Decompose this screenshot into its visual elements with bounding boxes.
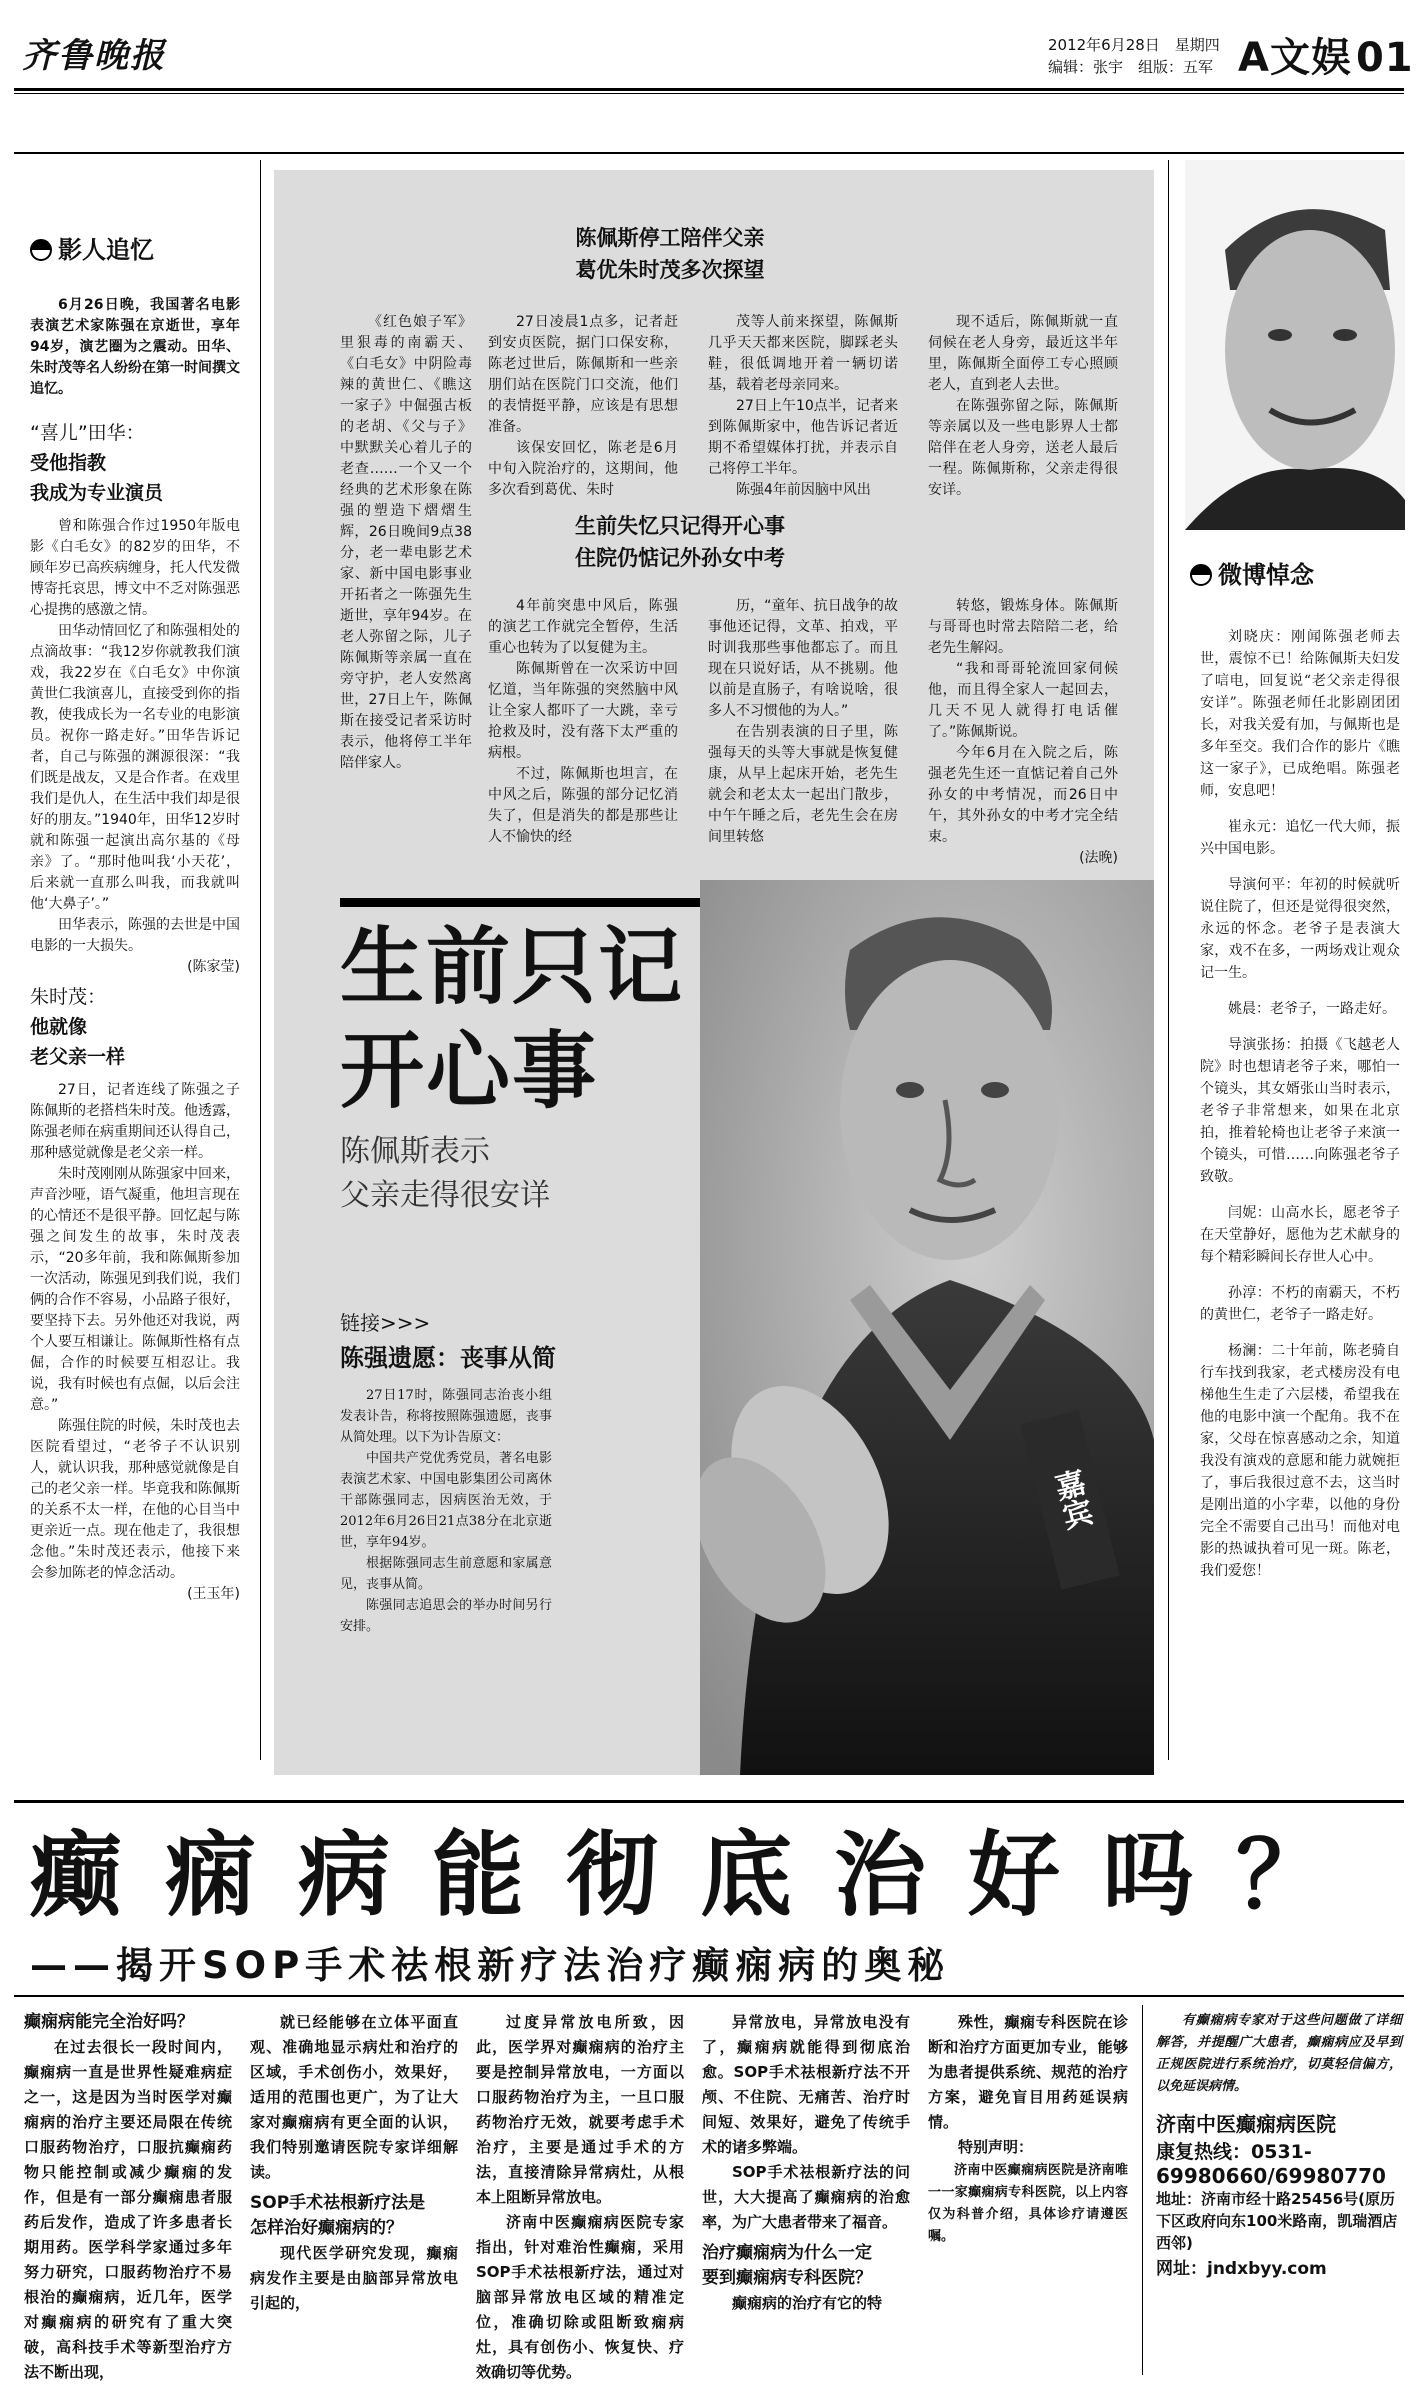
paragraph: 27日，记者连线了陈强之子陈佩斯的老搭档朱时茂。他透露，陈强老师在病重期间还认得自己，那种感觉就像是老父亲一样。 xyxy=(30,1082,240,1161)
big-subtitle: 陈佩斯表示 父亲走得很安详 xyxy=(340,1134,550,1213)
paragraph: 过度异常放电所致，因此，医学界对癫痫病的治疗主要是控制异常放电，一方面以口服药物治疗为主，一旦口服药物治疗无效，就要考虑手术治疗，主要是通过手术的方法，直接清除异常病灶，从根本上阻断异常放电。 xyxy=(476,2013,684,2206)
paragraph: 转悠，锻炼身体。陈佩斯与哥哥也时常去陪陪二老，给老先生解闷。 xyxy=(928,598,1118,656)
section-circle-icon xyxy=(1190,564,1212,586)
paragraph: 不过，陈佩斯也坦言，在中风之后，陈强的部分记忆消失了，但是消失的都是那些让人不愉快的经 xyxy=(488,766,678,845)
paragraph: 在告别表演的日子里，陈强每天的头等大事就是恢复健康，从早上起床开始，老先生就会和老太太一起出门散步，中午午睡之后，老先生会在房间里转悠 xyxy=(708,724,898,845)
ad-col-heading: 要到癫痫病专科医院？ xyxy=(702,2268,872,2288)
hotline-numbers: 69980660/69980770 xyxy=(1156,2164,1386,2188)
feature-col-c xyxy=(708,312,898,501)
byline: (陈家莹) xyxy=(187,959,240,975)
ad-col-heading: 癫痫病能完全治好吗？ xyxy=(24,2012,194,2032)
paragraph: 现代医学研究发现，癫痫病发作主要是由脑部异常放电引起的， xyxy=(250,2244,458,2312)
weibo-post: 导演张扬：拍摄《飞越老人院》时也想请老爷子来，哪怕一个镜头，其女婿张山当时表示，老爷子非常想来，如果在北京拍，推着轮椅也让老爷子来演一个镜头，可惜……向陈强老爷子致敬。 xyxy=(1200,1037,1400,1185)
paragraph: 就已经能够在立体平面直观、准确地显示病灶和治疗的区域，手术创伤小，效果好，适用的范围也更广，为了让大家对癫痫病有更全面的认识，我们特别邀请医院专家详细解读。 xyxy=(250,2013,458,2181)
masthead-editor: 编辑：张宇 组版：五军 xyxy=(1048,58,1214,76)
section-label xyxy=(1238,26,1414,83)
right-column xyxy=(1200,555,1400,1596)
tianhua-headline-2: 我成为专业演员 xyxy=(30,482,164,504)
feature-col-g xyxy=(928,596,1118,869)
weibo-post: 孙淳：不朽的南霸天，不朽的黄世仁，老爷子一路走好。 xyxy=(1200,1285,1400,1323)
paragraph: 田华动情回忆了和陈强相处的点滴故事：“我12岁你就教我们演戏，我22岁在《白毛女》中你演黄世仁我演喜儿，直接受到你的指教，使我成长为一名专业的电影演员。祝你一路走好。”田华告诉记者，自己与陈强的渊源很深：“我们既是战友，又是合作者。在戏里我们是仇人，在生活中我们却是很好的朋友。”1940年，田华12岁时就和陈强一起演出高尔基的《母亲》了。“那时他叫我‘小天花’，后来就一直那么叫我，而我就叫他‘大鼻子’。” xyxy=(30,623,240,912)
ad-col-heading: 治疗癫痫病为什么一定 xyxy=(702,2243,872,2263)
tianhua-body xyxy=(30,516,240,978)
hospital-address: 地址：济南市经十路25456号(原历下区政府向东100米路南，凯瑞酒店西邻) xyxy=(1156,2190,1398,2252)
top-frame-rule xyxy=(14,152,1404,154)
paragraph: 现不适后，陈佩斯就一直伺候在老人身旁，最近这半年里，陈佩斯全面停工专心照顾老人，直到老人去世。 xyxy=(928,314,1118,393)
paragraph: 田华表示，陈强的去世是中国电影的一大损失。 xyxy=(30,917,240,954)
paragraph: 茂等人前来探望，陈佩斯几乎天天都来医院，脚踩老头鞋，很低调地开着一辆切诺基，载着老母亲同来。 xyxy=(708,314,898,393)
tianhua-headline-1: 受他指教 xyxy=(30,452,107,474)
ad-top-rule xyxy=(14,1800,1404,1803)
paragraph: 癫痫病的治疗有它的特 xyxy=(732,2294,883,2312)
zhu-headline-1: 他就像 xyxy=(30,1016,88,1038)
section-circle-icon xyxy=(30,239,52,261)
weibo-post: 闫妮：山高水长，愿老爷子在天堂静好，愿他为艺术献身的每个精彩瞬间长存世人心中。 xyxy=(1200,1205,1400,1265)
masthead xyxy=(0,0,1417,85)
paragraph: 根据陈强同志生前意愿和家属意见，丧事从简。 xyxy=(340,1556,552,1592)
tianhua-kicker: “喜儿”田华： xyxy=(30,422,145,444)
hospital-name: 济南中医癫痫病医院 xyxy=(1156,2112,1336,2136)
left-divider xyxy=(260,160,261,1760)
zhu-body xyxy=(30,1080,240,1605)
ad-col-heading: 怎样治好癫痫病的？ xyxy=(250,2218,403,2238)
paragraph: 陈强同志追思会的举办时间另行安排。 xyxy=(340,1598,552,1634)
paragraph: 4年前突患中风后，陈强的演艺工作就完全暂停，生活重心也转为了以复健为主。 xyxy=(488,598,678,656)
chen-qiang-photo xyxy=(700,880,1154,1775)
paragraph: 朱时茂刚刚从陈强家中回来，声音沙哑，语气凝重，他坦言现在的心情还不是很平静。回忆起与陈强之间发生的故事，朱时茂表示，“20多年前，我和陈佩斯参加一次活动，陈强见到我们说，我们俩的合作不容易，小品路子很好，要坚持下去。另外他还对我说，两个人要互相谦让。陈佩斯性格有点倔，合作的时候要互相忍让。我说，我有时候也有点倔，以后会注意。” xyxy=(30,1166,240,1413)
masthead-rule-thin xyxy=(14,93,1404,94)
title-rule xyxy=(340,898,700,907)
portrait-illustration xyxy=(1185,160,1405,530)
left-section-title: 影人追忆 xyxy=(30,230,240,265)
feature-col-f xyxy=(708,596,898,848)
zhu-kicker: 朱时茂： xyxy=(30,986,107,1008)
masthead-rule xyxy=(14,88,1404,91)
paragraph: 陈强4年前因脑中风出 xyxy=(736,482,871,498)
feature-col-e xyxy=(488,596,678,848)
zhu-headline-2: 老父亲一样 xyxy=(30,1046,126,1068)
hotline-label: 康复热线：0531- xyxy=(1156,2141,1312,2163)
paragraph: 27日上午10点半，记者来到陈佩斯家中，他告诉记者近期不希望媒体打扰，并表示自己将停工半年。 xyxy=(708,398,898,477)
paragraph: 在陈强弥留之际，陈佩斯等亲属以及一些电影界人士都陪伴在老人身旁，送老人最后一程。陈佩斯称，父亲走得很安详。 xyxy=(928,398,1118,498)
ad-headline: 癫痫病能彻底治好吗？ xyxy=(30,1821,1371,1929)
right-section-title: 微博悼念 xyxy=(1190,555,1400,590)
ad-col-heading: SOP手术祛根新疗法是 xyxy=(250,2193,426,2213)
weibo-post: 导演何平：年初的时候就听说住院了，但还是觉得很突然，永远的怀念。老爷子是表演大家，戏不在多，一两场戏让观众记一生。 xyxy=(1200,877,1400,981)
paragraph: 异常放电，异常放电没有了，癫痫病就能得到彻底治愈。SOP手术祛根新疗法不开颅、不住院、无痛苦、治疗时间短、效果好，避免了传统手术的诸多弊端。 xyxy=(702,2013,910,2156)
ad-notice: 济南中医癫痫病医院是济南唯一一家癫痫病专科医院，以上内容仅为科普介绍，具体诊疗请遵医嘱。 xyxy=(928,2163,1128,2244)
feature-col-d xyxy=(928,312,1118,501)
paragraph: 在过去很长一段时间内，癫痫病一直是世界性疑难病症之一，这是因为当时医学对癫痫病的治疗主要还局限在传统口服药物治疗，口服抗癫痫药物只能控制或减少癫痫的发作，但是有一部分癫痫患者服药后发作，造成了许多患者长期用药。医学科学家通过多年努力研究，口服药物治疗不易根治的癫痫病，近几年，医学对癫痫病的研究有了重大突破，高科技手术等新型治疗方法不断出现， xyxy=(24,2038,232,2381)
ad-col-4 xyxy=(702,2010,910,2316)
paragraph: 中国共产党优秀党员，著名电影表演艺术家、中国电影集团公司离休干部陈强同志，因病医治无效，于2012年6月26日21点38分在北京逝世，享年94岁。 xyxy=(340,1451,552,1550)
feature-headline-2: 生前失忆只记得开心事 住院仍惦记外孙女中考 xyxy=(575,514,785,570)
paragraph: 殊性，癫痫专科医院在诊断和治疗方面更加专业，能够为患者提供系统、规范的治疗方案，避免盲目用药延误病情。 xyxy=(928,2013,1128,2131)
ad-subheadline: ——揭开SOP手术祛根新疗法治疗癫痫病的奥秘 xyxy=(30,1944,951,1987)
paragraph: 27日17时，陈强同志治丧小组发表讣告，称将按照陈强遗愿，丧事从简处理。以下为讣告原文： xyxy=(340,1388,552,1445)
ad-col-5 xyxy=(928,2010,1128,2248)
weibo-posts xyxy=(1200,626,1400,1582)
paragraph: SOP手术祛根新疗法的问世，大大提高了癫痫病的治愈率，为广大患者带来了福音。 xyxy=(702,2163,910,2231)
portrait-illustration xyxy=(700,880,1154,1775)
left-intro: 6月26日晚，我国著名电影表演艺术家陈强在京逝世，享年94岁，演艺圈为之震动。田华、朱时茂等名人纷纷在第一时间撰文追忆。 xyxy=(30,297,240,397)
ad-col-1 xyxy=(24,2010,232,2385)
link-body xyxy=(340,1385,552,1637)
paragraph: 历，“童年、抗日战争的故事他还记得，文革、拍戏，平时训我那些事他都忘了。而且现在只说好话，从不挑剔。他以前是直肠子，有啥说啥，很多人不习惯他的为人。” xyxy=(708,598,898,719)
link-label: 链接>>> xyxy=(340,1311,431,1335)
big-title: 生前只记 开心事 xyxy=(340,918,685,1120)
ad-col6-text: 有癫痫病专家对于这些问题做了详细解答，并提醒广大患者，癫痫病应及早到正规医院进行系统治疗，切莫轻信偏方，以免延误病情。 xyxy=(1156,2013,1402,2094)
masthead-date: 2012年6月28日 星期四 xyxy=(1048,36,1220,54)
right-divider xyxy=(1168,160,1169,1760)
paragraph: 陈佩斯曾在一次采访中回忆道，当年陈强的突然脑中风让全家人都吓了一大跳，幸亏抢救及时，没有落下太严重的病根。 xyxy=(488,661,678,761)
weibo-post: 刘晓庆：刚闻陈强老师去世，震惊不已！给陈佩斯夫妇发了唁电，回复说“老父亲走得很安详”。陈强老师任北影剧团团长，对我关爱有加，与佩斯也是多年至交。我们合作的影片《瞧这一家子》，已成绝唱。陈强老师，安息吧！ xyxy=(1200,629,1400,799)
paragraph: 今年6月在入院之后，陈强老先生还一直惦记着自己外孙女的中考情况，而26日中午，其外孙女的中考才完全结束。 xyxy=(928,745,1118,845)
paragraph: 特别声明： xyxy=(958,2138,1034,2156)
paragraph: 《红色娘子军》里狠毒的南霸天、《白毛女》中阴险毒辣的黄世仁、《瞧这一家子》中倔强古板的老胡、《父与子》中默默关心着儿子的老查……一个又一个经典的艺术形象在陈强的塑造下熠熠生辉，26日晚间9点38分，老一辈电影艺术家、新中国电影事业开拓者之一陈强先生逝世，享年94岁。在老人弥留之际，儿子陈佩斯等亲属一直在旁守护，老人安然离世，27日上午，陈佩斯在接受记者采访时表示，他将停工半年陪伴家人。 xyxy=(340,314,472,771)
badge-ribbon: 嘉宾 xyxy=(1020,1410,1119,1589)
section-name: A文娱 xyxy=(1238,35,1352,81)
hospital-website[interactable]: 网址：jndxbyy.com xyxy=(1156,2259,1327,2279)
ad-sub-rule xyxy=(14,1995,1404,1997)
ad-col-6 xyxy=(1156,2010,1402,2279)
paper-logo: 齐鲁晚报 xyxy=(22,36,166,76)
paragraph: 济南中医癫痫病医院专家指出，针对难治性癫痫，采用SOP手术祛根新疗法，通过对脑部异常放电区域的精准定位，准确切除或阻断致痫病灶，具有创伤小、恢复快、疗效确切等优势。 xyxy=(476,2213,684,2381)
paragraph: 陈强住院的时候，朱时茂也去医院看望过，“老爷子不认识别人，就认识我，那种感觉就像是自己的老父亲一样。毕竟我和陈佩斯的关系不太一样，在他的心目当中更亲近一点。现在他走了，我很想念他。”朱时茂还表示，他接下来会参加陈老的悼念活动。 xyxy=(30,1418,240,1581)
ad-divider xyxy=(1142,2005,1143,2375)
feature-col-a xyxy=(340,312,472,774)
byline: (法晚) xyxy=(1079,850,1118,866)
ad-col-2 xyxy=(250,2010,458,2316)
weibo-post: 杨澜：二十年前，陈老骑自行车找到我家，老式楼房没有电梯他生生走了六层楼，希望我在他的电影中演一个配角。我不在家，父母在惊喜感动之余，知道我没有演戏的意愿和能力就婉拒了，事后我很过意不去，这当时是刚出道的小字辈，以他的身份完全不需要自己出马！而他对电影的热诚执着可见一斑。陈老，我们爱您！ xyxy=(1200,1343,1400,1579)
ad-col-3 xyxy=(476,2010,684,2385)
byline: (王玉年) xyxy=(187,1586,240,1602)
paragraph: “我和哥哥轮流回家伺候他，而且得全家人一起回去，几天不见人就得打电话催了。”陈佩斯说。 xyxy=(928,661,1118,740)
page-number: 01 xyxy=(1355,35,1414,81)
feature-col-b xyxy=(488,312,678,501)
feature-headline-1: 陈佩斯停工陪伴父亲 葛优朱时茂多次探望 xyxy=(575,226,765,282)
left-column xyxy=(30,230,240,1605)
paragraph: 27日凌晨1点多，记者赶到安贞医院，据门口保安称，陈老过世后，陈佩斯和一些亲朋们站在医院门口交流，他们的表情挺平静，应该是有思想准备。 xyxy=(488,314,678,435)
link-title: 陈强遗愿：丧事从简 xyxy=(340,1344,556,1372)
weibo-post: 姚晨：老爷子，一路走好。 xyxy=(1228,1001,1396,1017)
right-portrait xyxy=(1185,160,1405,530)
paragraph: 该保安回忆，陈老是6月中旬入院治疗的，这期间，他多次看到葛优、朱时 xyxy=(488,440,678,498)
paragraph: 曾和陈强合作过1950年版电影《白毛女》的82岁的田华，不顾年岁已高疾病缠身，托人代发微博寄托哀思，博文中不乏对陈强恶心提携的感激之情。 xyxy=(30,518,240,618)
weibo-post: 崔永元：追忆一代大师，振兴中国电影。 xyxy=(1200,819,1400,857)
